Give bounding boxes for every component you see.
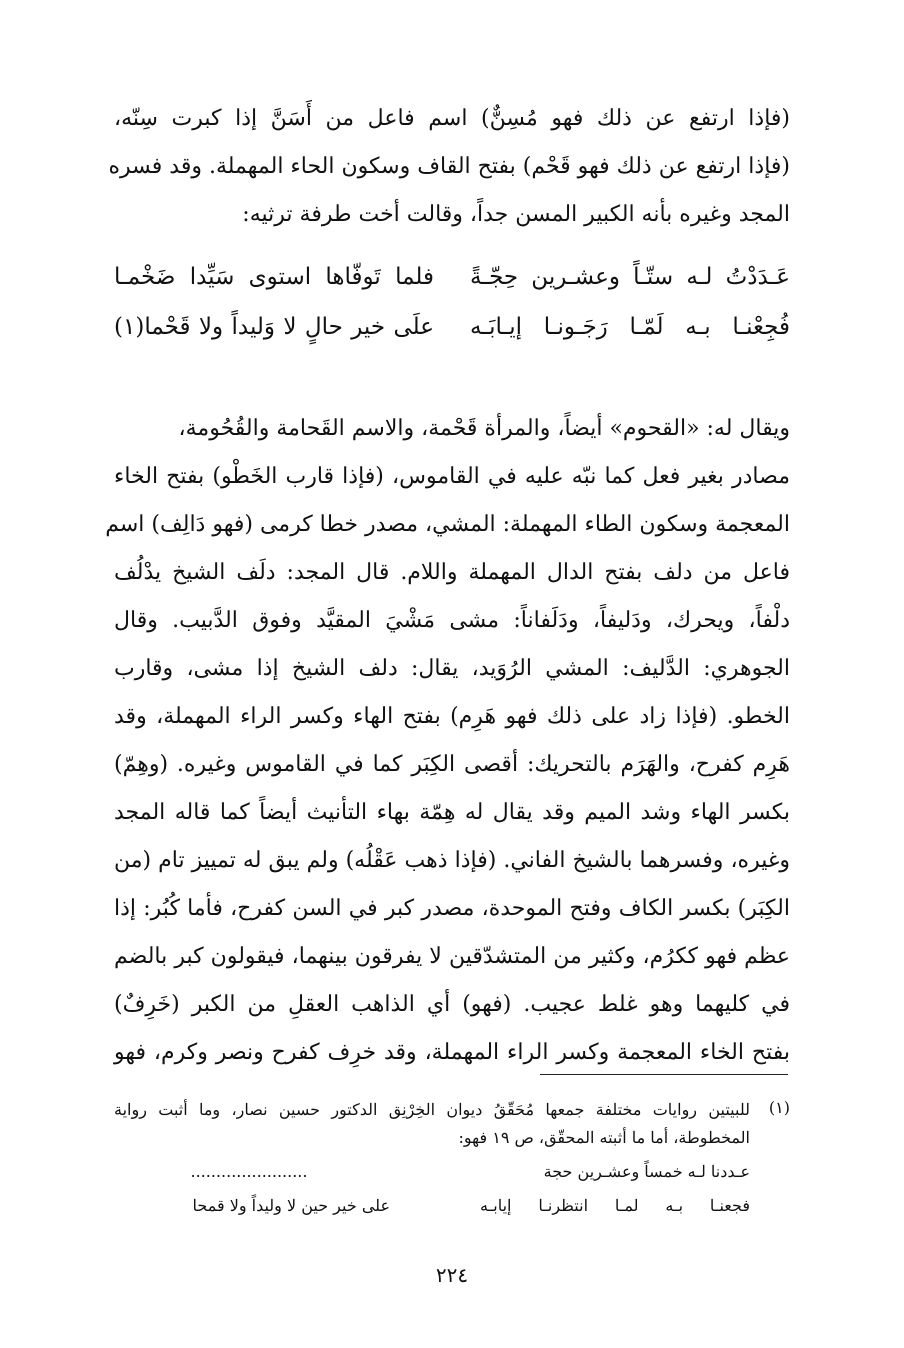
poem-line-1-second-hemistich: فلما تَوفّاها استوى سَيِّدا ضَخْمـا (114, 264, 434, 290)
paragraph-1-line-1: (فإذا ارتفع عن ذلك فهو مُسِنٌّ) اسم فاعل من أَسَنَّ إذا كبرت سِنّه، (114, 106, 790, 131)
paragraph-2-line-6: الجوهري: الدَّليف: المشي الرُوَيد، يقال: دلف الشيخ إذا مشى، وقارب (114, 656, 790, 681)
paragraph-2-line-10: وغيره، وفسرهما بالشيخ الفاني. (فإذا ذهب عَقْلُه) ولم يبق له تمييز تام (من (114, 848, 790, 873)
poem-line-2-first-hemistich: فُجِعْنـا بـه لَمّـا رَجَـونـا إيـابَـه (470, 314, 790, 340)
paragraph-1-line-3: المجد وغيره بأنه الكبير المسن جداً، وقالت أخت طرفة ترثيه: (242, 202, 790, 227)
paragraph-2-line-14: بفتح الخاء المعجمة وكسر الراء المهملة، وقد خرِف كفرح ونصر وكرم، فهو (114, 1040, 790, 1065)
paragraph-2-line-8: هَرِم كفرح، والهَرَم بالتحريك: أقصى الكِبَر كما في القاموس وغيره. (وهِمّ) (114, 752, 790, 777)
paragraph-2-line-2: مصادر بغير فعل كما نبّه عليه في القاموس، (فإذا قارب الخَطْو) بفتح الخاء (114, 464, 790, 489)
paragraph-2-line-11: الكِبَر) بكسر الكاف وفتح الموحدة، مصدر كبر في السن كفرح، فأما كُبُر: إذا (114, 896, 790, 921)
paragraph-2-line-12: عظم فهو ككرُم، وكثير من المتشدّقين لا يفرقون بينهما، فيقولون كبر بالضم (114, 944, 790, 969)
footnote-verse-2-second-hemistich: على خير حين لا وليداً ولا قمحا (192, 1196, 390, 1215)
footnote-line-1: للبيتين روايات مختلفة جمعها مُحَقّقُ ديوان الخِرْنِق الدكتور حسين نصار، وما أثبت رواية (114, 1100, 750, 1119)
page-number: ٢٢٤ (435, 1263, 469, 1287)
footnote-separator (540, 1074, 788, 1075)
paragraph-2-line-4: فاعل من دلف بفتح الدال المهملة واللام. قال المجد: دلَف الشيخ يدْلُف (114, 560, 790, 585)
paragraph-2-line-1: ويقال له: «القحوم» أيضاً، والمرأة قَحْمة، والاسم القَحامة والقُحُومة، (178, 416, 790, 441)
paragraph-1-line-2: (فإذا ارتفع عن ذلك فهو قَحْم) بفتح القاف وسكون الحاء المهملة. وقد فسره (108, 154, 790, 179)
footnote-verse-1-second-hemistich: ....................... (190, 1162, 308, 1181)
footnote-verse-1-first-hemistich: عـددنا لـه خمساً وعشـرين حجة (543, 1162, 750, 1181)
paragraph-2-line-7: الخطو. (فإذا زاد على ذلك فهو هَرِم) بفتح الهاء وكسر الراء المهملة، وقد (114, 704, 790, 729)
footnote-line-2: المخطوطة، أما ما أثبته المحقّق، ص ١٩ فهو: (458, 1128, 750, 1147)
paragraph-2-line-9: بكسر الهاء وشد الميم وقد يقال له هِمّة بهاء التأنيث أيضاً كما قاله المجد (114, 800, 791, 825)
footnote-number: (١) (768, 1098, 790, 1117)
paragraph-2-line-5: دلْفاً، ويحرك، ودَليفاً، ودَلَفاناً: مشى مَشْيَ المقيَّد وفوق الدَّبيب. وقال (114, 608, 790, 633)
poem-line-2-second-hemistich: علَى خير حالٍ لا وَليداً ولا قَحْما(١) (114, 314, 434, 340)
footnote-verse-2-first-hemistich: فجعنـا بـه لمـا انتظرنـا إيابـه (480, 1196, 750, 1215)
paragraph-2-line-13: في كليهما وهو غلط عجيب. (فهو) أي الذاهب العقلِ من الكبر (خَرِفٌ) (114, 992, 790, 1017)
poem-line-1-first-hemistich: عَـدَدْتُ لـه ستّـاً وعشـرين حِجّـةً (470, 264, 790, 290)
paragraph-2-line-3: المعجمة وسكون الطاء المهملة: المشي، مصدر خطا كرمى (فهو دَالِف) اسم (105, 512, 790, 537)
